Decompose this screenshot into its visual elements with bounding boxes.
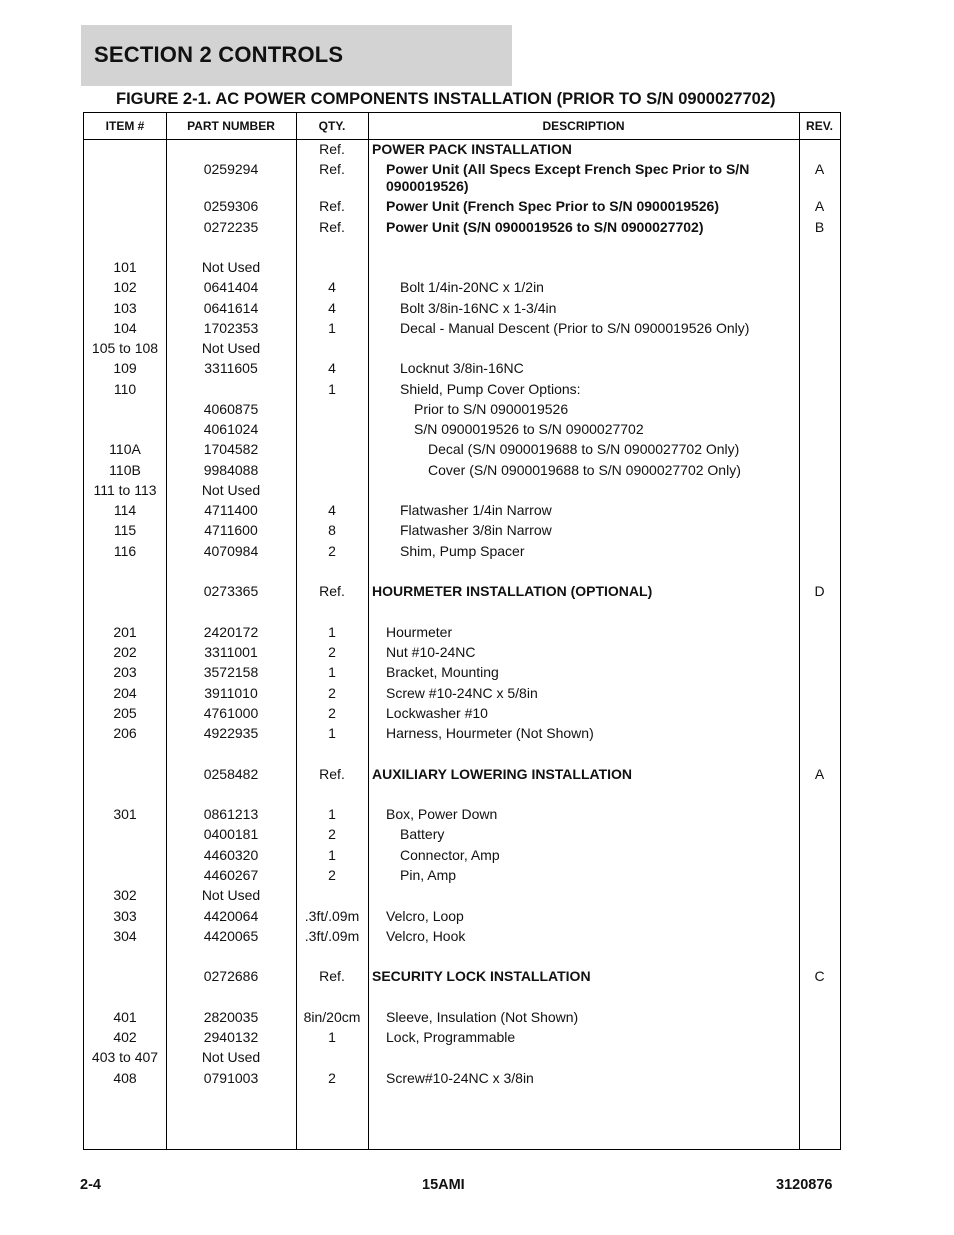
- col-header-description: DESCRIPTION: [542, 119, 625, 133]
- part-number: 0259294: [203, 161, 259, 177]
- quantity: 2: [328, 867, 336, 883]
- description: Locknut 3/8in-16NC: [400, 360, 524, 376]
- item-number: 102: [113, 279, 137, 295]
- part-number: 0259306: [203, 198, 259, 214]
- description: Lockwasher #10: [386, 705, 488, 721]
- part-number: 0273365: [203, 583, 259, 599]
- col-header-item: ITEM #: [105, 119, 145, 133]
- description: SECURITY LOCK INSTALLATION: [372, 968, 591, 984]
- item-number: 304: [113, 928, 137, 944]
- quantity: 1: [328, 664, 336, 680]
- part-number: 0791003: [203, 1070, 259, 1086]
- item-number: 115: [113, 522, 137, 538]
- description: Harness, Hourmeter (Not Shown): [386, 725, 594, 741]
- part-number: Not Used: [201, 482, 261, 498]
- description: HOURMETER INSTALLATION (OPTIONAL): [372, 583, 653, 599]
- quantity: 8: [328, 522, 336, 538]
- description: Power Unit (French Spec Prior to S/N 0900019526): [386, 198, 720, 214]
- part-number: 0272686: [203, 968, 259, 984]
- item-number: 114: [113, 502, 137, 518]
- part-number: 0861213: [203, 806, 259, 822]
- quantity: 1: [328, 847, 336, 863]
- item-number: 101: [113, 259, 137, 275]
- part-number: 0400181: [203, 826, 259, 842]
- quantity: 4: [328, 360, 336, 376]
- item-number: 111 to 113: [93, 482, 157, 498]
- part-number: 4460320: [203, 847, 259, 863]
- quantity: 2: [328, 705, 336, 721]
- revision: B: [814, 219, 825, 235]
- part-number: 0272235: [203, 219, 259, 235]
- item-number: 401: [113, 1009, 137, 1025]
- part-number: 4711400: [204, 502, 258, 518]
- quantity: Ref.: [319, 583, 345, 599]
- quantity: 1: [328, 1029, 336, 1045]
- item-number: 301: [113, 806, 137, 822]
- part-number: 0641404: [203, 279, 259, 295]
- item-number: 302: [113, 887, 137, 903]
- footer-doc-number: 3120876: [776, 1177, 833, 1193]
- item-number: 403 to 407: [91, 1049, 159, 1065]
- parts-table: [83, 112, 841, 1150]
- part-number: 1704582: [203, 441, 259, 457]
- item-number: 201: [113, 624, 137, 640]
- quantity: 8in/20cm: [303, 1009, 361, 1025]
- description: Shield, Pump Cover Options:: [400, 381, 581, 397]
- part-number: 4922935: [203, 725, 259, 741]
- part-number: 1702353: [203, 320, 259, 336]
- col-header-part-number: PART NUMBER: [187, 119, 275, 133]
- quantity: 1: [328, 624, 336, 640]
- quantity: Ref.: [319, 141, 345, 157]
- part-number: Not Used: [201, 887, 261, 903]
- part-number: 4420065: [203, 928, 259, 944]
- quantity: 2: [328, 1070, 336, 1086]
- figure-title: FIGURE 2-1. AC POWER COMPONENTS INSTALLATION (PRIOR TO S/N 0900027702): [116, 90, 776, 108]
- description: Prior to S/N 0900019526: [414, 401, 569, 417]
- quantity: 1: [328, 320, 336, 336]
- item-number: 110A: [109, 441, 141, 457]
- part-number: 3911010: [204, 685, 258, 701]
- part-number: 2820035: [203, 1009, 259, 1025]
- quantity: 1: [328, 725, 336, 741]
- quantity: .3ft/.09m: [304, 908, 360, 924]
- description: Sleeve, Insulation (Not Shown): [386, 1009, 579, 1025]
- section-title: SECTION 2 CONTROLS: [94, 42, 344, 67]
- part-number: 2940132: [203, 1029, 259, 1045]
- part-number: 4761000: [203, 705, 259, 721]
- revision: A: [814, 766, 825, 782]
- quantity: Ref.: [319, 968, 345, 984]
- description: Nut #10-24NC: [386, 644, 476, 660]
- quantity: 4: [328, 279, 336, 295]
- item-number: 105 to 108: [91, 340, 159, 356]
- part-number: 3572158: [203, 664, 259, 680]
- item-number: 116: [113, 543, 137, 559]
- part-number: 0258482: [203, 766, 259, 782]
- description: S/N 0900019526 to S/N 0900027702: [414, 421, 644, 437]
- description: Screw #10-24NC x 5/8in: [386, 685, 538, 701]
- footer-model: 15AMI: [422, 1177, 465, 1193]
- description: Connector, Amp: [400, 847, 500, 863]
- part-number: 0641614: [203, 300, 259, 316]
- description: Screw#10-24NC x 3/8in: [386, 1070, 534, 1086]
- description: Hourmeter: [386, 624, 453, 640]
- quantity: 4: [328, 300, 336, 316]
- item-number: 205: [113, 705, 137, 721]
- description: Bolt 1/4in-20NC x 1/2in: [400, 279, 544, 295]
- quantity: Ref.: [319, 219, 345, 235]
- description: Velcro, Hook: [386, 928, 466, 944]
- description: Flatwasher 1/4in Narrow: [400, 502, 552, 518]
- quantity: Ref.: [319, 766, 345, 782]
- part-number: 4420064: [203, 908, 259, 924]
- description: Velcro, Loop: [386, 908, 464, 924]
- description: Bracket, Mounting: [386, 664, 499, 680]
- item-number: 104: [113, 320, 137, 336]
- quantity: 4: [328, 502, 336, 518]
- col-header-qty: QTY.: [318, 119, 346, 133]
- quantity: Ref.: [319, 161, 345, 177]
- part-number: Not Used: [201, 1049, 261, 1065]
- part-number: 4060875: [203, 401, 259, 417]
- item-number: 202: [113, 644, 137, 660]
- item-number: 110: [113, 381, 137, 397]
- description: Decal (S/N 0900019688 to S/N 0900027702 Only): [428, 441, 740, 457]
- part-number: 4711600: [204, 522, 258, 538]
- part-number: 3311001: [204, 644, 258, 660]
- revision: D: [814, 583, 825, 599]
- footer-page-number: 2-4: [80, 1177, 101, 1193]
- item-number: 204: [113, 685, 137, 701]
- description: Box, Power Down: [386, 806, 498, 822]
- item-number: 103: [113, 300, 137, 316]
- description: Shim, Pump Spacer: [400, 543, 525, 559]
- part-number: 2420172: [203, 624, 259, 640]
- part-number: 9984088: [203, 462, 259, 478]
- item-number: 109: [113, 360, 137, 376]
- column-divider: [368, 113, 369, 1149]
- section-banner: [81, 25, 512, 86]
- part-number: Not Used: [201, 340, 261, 356]
- item-number: 402: [113, 1029, 137, 1045]
- description: Power Unit (S/N 0900019526 to S/N 0900027702): [386, 219, 704, 235]
- quantity: 1: [328, 806, 336, 822]
- description: Pin, Amp: [400, 867, 457, 883]
- revision: C: [814, 968, 825, 984]
- description: Cover (S/N 0900019688 to S/N 0900027702 Only): [428, 462, 741, 478]
- col-header-rev: REV.: [806, 119, 833, 133]
- part-number: Not Used: [201, 259, 261, 275]
- description: Battery: [400, 826, 445, 842]
- quantity: Ref.: [319, 198, 345, 214]
- description: Decal - Manual Descent (Prior to S/N 0900019526 Only): [400, 320, 750, 336]
- quantity: 2: [328, 826, 336, 842]
- description: Power Unit (All Specs Except French Spec Prior to S/N 0900019526): [386, 161, 750, 194]
- item-number: 206: [113, 725, 137, 741]
- revision: A: [814, 198, 825, 214]
- part-number: 4070984: [203, 543, 259, 559]
- quantity: 1: [328, 381, 336, 397]
- description: AUXILIARY LOWERING INSTALLATION: [372, 766, 633, 782]
- item-number: 303: [113, 908, 137, 924]
- description: Flatwasher 3/8in Narrow: [400, 522, 552, 538]
- item-number: 203: [113, 664, 137, 680]
- item-number: 110B: [109, 462, 141, 478]
- item-number: 408: [113, 1070, 137, 1086]
- description: Bolt 3/8in-16NC x 1-3/4in: [400, 300, 557, 316]
- quantity: 2: [328, 644, 336, 660]
- part-number: 3311605: [204, 360, 258, 376]
- quantity: .3ft/.09m: [304, 928, 360, 944]
- revision: A: [814, 161, 825, 177]
- part-number: 4460267: [203, 867, 259, 883]
- description: POWER PACK INSTALLATION: [372, 141, 572, 157]
- quantity: 2: [328, 685, 336, 701]
- header-divider: [84, 139, 840, 140]
- part-number: 4061024: [203, 421, 259, 437]
- description: Lock, Programmable: [386, 1029, 516, 1045]
- quantity: 2: [328, 543, 336, 559]
